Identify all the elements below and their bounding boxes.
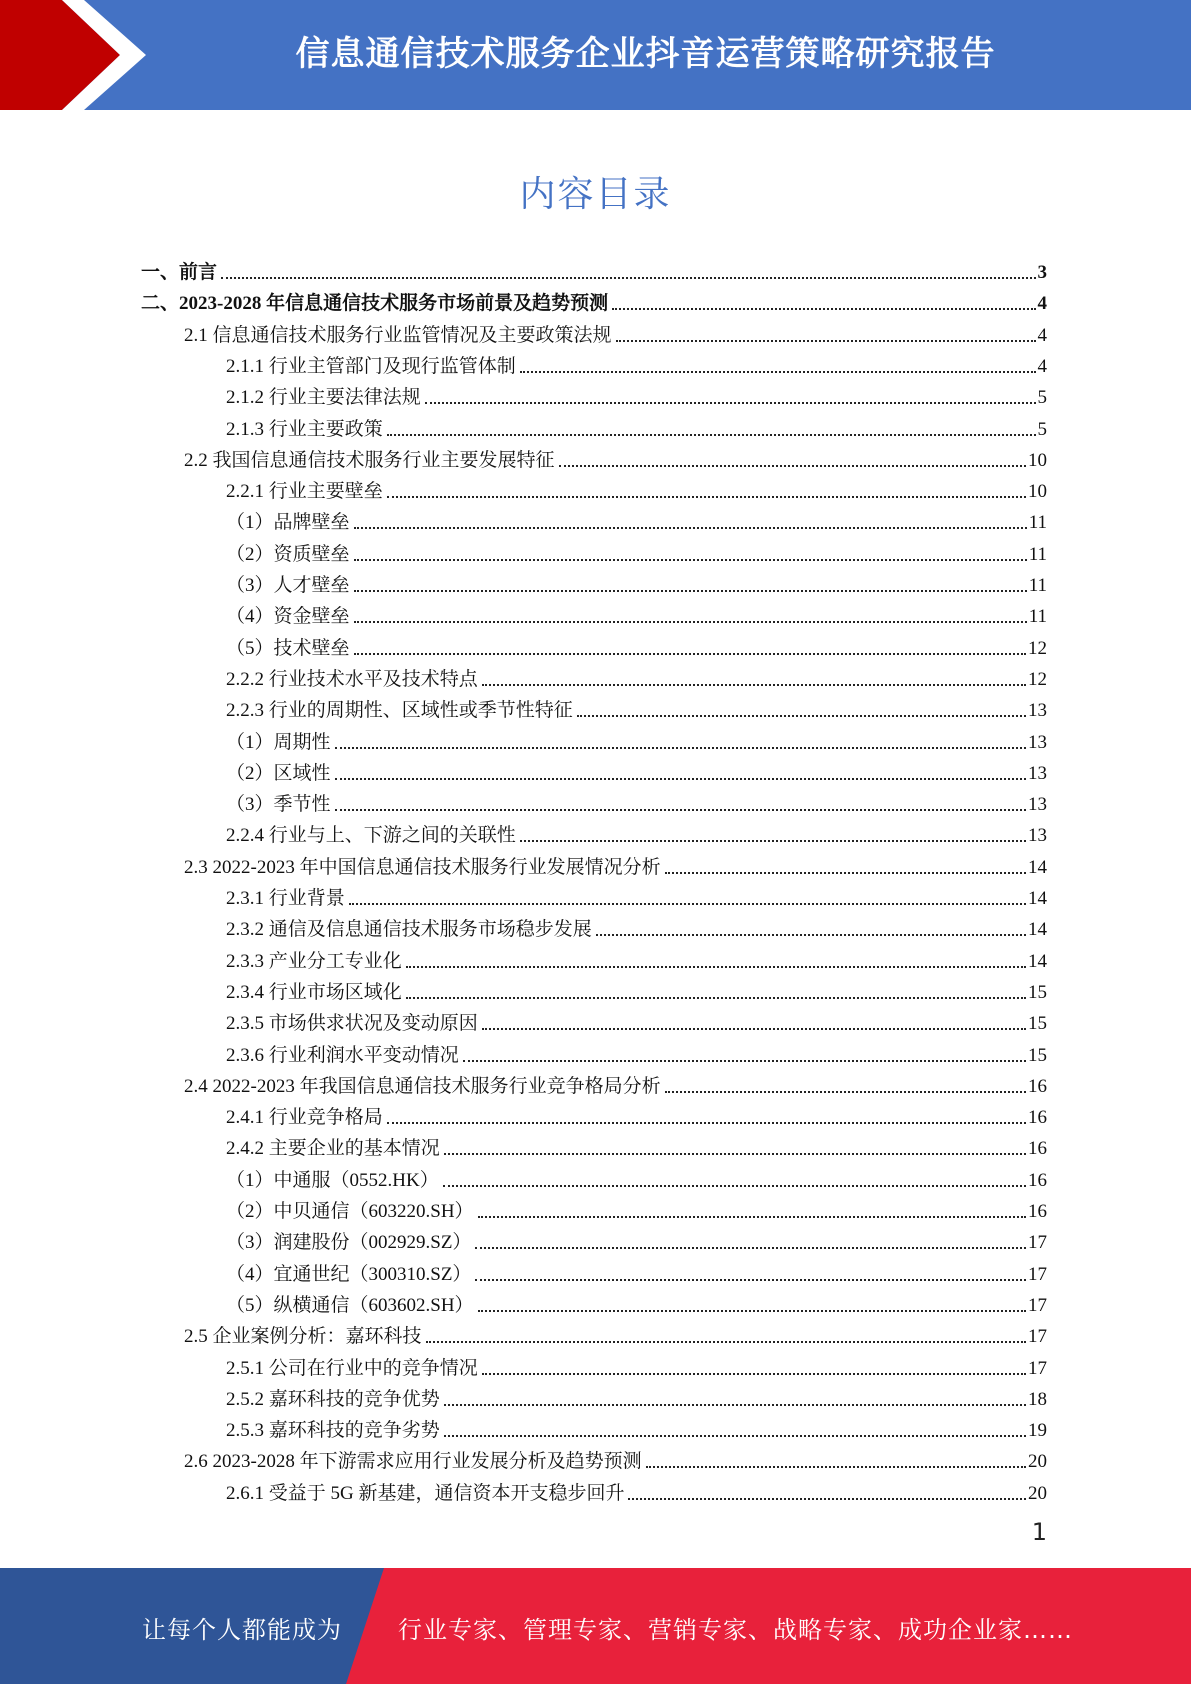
toc-entry-label: （3）季节性: [226, 794, 331, 816]
toc-dot-leader: [475, 1279, 1026, 1281]
toc-entry[interactable]: [226, 1474, 1047, 1505]
toc-dot-leader: [349, 903, 1026, 905]
toc-entry-page: 11: [1028, 543, 1047, 565]
toc-entry[interactable]: [226, 410, 1047, 441]
toc-entry-label: 2.4.2 主要企业的基本情况: [226, 1138, 440, 1160]
toc-entry-label: 2.1.3 行业主要政策: [226, 418, 383, 440]
toc-entry-label: 2.3.2 通信及信息通信技术服务市场稳步发展: [226, 919, 592, 941]
toc-dot-leader: [463, 1060, 1026, 1062]
toc-dot-leader: [387, 1122, 1026, 1124]
toc-entry-label: 2.3.3 产业分工专业化: [226, 950, 402, 972]
toc-entry-page: 16: [1028, 1201, 1047, 1222]
toc-entry-page: 11: [1028, 575, 1047, 596]
toc-entry-page: 14: [1028, 950, 1047, 972]
toc-dot-leader: [596, 934, 1026, 936]
toc-dot-leader: [221, 277, 1035, 279]
toc-entry-page: 4: [1037, 324, 1047, 346]
toc-entry-page: 13: [1028, 700, 1047, 722]
toc-entry-label: （3）人才壁垒: [226, 575, 350, 596]
toc-dot-leader: [426, 1341, 1026, 1343]
toc-entry[interactable]: [226, 942, 1047, 973]
toc-dot-leader: [646, 1466, 1026, 1468]
toc-entry-label: 二、2023-2028 年信息通信技术服务市场前景及趋势预测: [141, 293, 609, 315]
toc-entry-page: 15: [1028, 1013, 1047, 1035]
toc-entry[interactable]: [226, 1004, 1047, 1035]
toc-entry-label: （2）区域性: [226, 762, 331, 784]
toc-entry-label: 2.1 信息通信技术服务行业监管情况及主要政策法规: [184, 324, 612, 346]
toc-entry-label: 2.3.6 行业利润水平变动情况: [226, 1044, 459, 1066]
toc-entry[interactable]: [226, 472, 1047, 503]
toc-entry-label: 2.2.1 行业主要壁垒: [226, 481, 383, 503]
toc-dot-leader: [520, 371, 1036, 373]
toc-dot-leader: [387, 434, 1036, 436]
page-footer: [0, 1568, 1191, 1684]
toc-dot-leader: [335, 809, 1026, 811]
toc-entry[interactable]: [226, 347, 1047, 378]
toc-entry[interactable]: [226, 566, 1047, 597]
footer-slogan-right: 行业专家、管理专家、营销专家、战略专家、成功企业家……: [398, 1616, 1073, 1644]
toc-entry-page: 15: [1028, 981, 1047, 1003]
toc-entry-label: 2.5 企业案例分析：嘉环科技: [184, 1326, 422, 1348]
toc-entry[interactable]: [226, 910, 1047, 941]
toc-entry-page: 17: [1028, 1294, 1047, 1316]
toc-entry-label: 2.1.1 行业主管部门及现行监管体制: [226, 355, 516, 377]
toc-entry-page: 11: [1028, 606, 1047, 628]
toc-dot-leader: [559, 465, 1026, 467]
toc-entry[interactable]: [226, 1286, 1047, 1317]
toc-entry[interactable]: [184, 1317, 1047, 1348]
toc-entry-label: 2.6.1 受益于 5G 新基建，通信资本开支稳步回升: [226, 1482, 625, 1504]
toc-entry-page: 17: [1028, 1232, 1047, 1254]
toc-entry[interactable]: [226, 1161, 1047, 1192]
toc-entry-page: 10: [1028, 449, 1047, 471]
toc-dot-leader: [577, 715, 1026, 717]
toc-entry-label: （4）资金壁垒: [226, 606, 350, 628]
toc-entry-page: 13: [1028, 731, 1047, 753]
toc-entry-page: 13: [1028, 794, 1047, 816]
toc-dot-leader: [478, 1310, 1026, 1312]
toc-dot-leader: [444, 1404, 1026, 1406]
toc-entry-label: 2.2.4 行业与上、下游之间的关联性: [226, 825, 516, 847]
toc-entry-page: 10: [1028, 481, 1047, 503]
toc-entry-page: 5: [1037, 387, 1047, 409]
toc-dot-leader: [406, 966, 1026, 968]
toc-entry[interactable]: [226, 1129, 1047, 1160]
toc-entry[interactable]: [226, 816, 1047, 847]
toc-entry[interactable]: [226, 629, 1047, 660]
toc-entry[interactable]: [226, 503, 1047, 534]
toc-dot-leader: [482, 1028, 1026, 1030]
toc-entry-page: 19: [1028, 1420, 1047, 1442]
toc-dot-leader: [520, 840, 1026, 842]
toc-heading: 内容目录: [519, 174, 672, 215]
toc-entry-label: （4）宜通世纪（300310.SZ）: [226, 1263, 472, 1285]
toc-entry-label: 2.2.3 行业的周期性、区域性或季节性特征: [226, 700, 573, 722]
toc-entry[interactable]: [226, 754, 1047, 785]
toc-entry-page: 17: [1028, 1263, 1047, 1285]
toc-entry-label: （1）品牌壁垒: [226, 512, 350, 534]
toc-entry[interactable]: [226, 1349, 1047, 1380]
toc-entry-page: 18: [1028, 1388, 1047, 1410]
toc-entry[interactable]: [141, 253, 1047, 284]
footer-slogan-left: 让每个人都能成为: [142, 1616, 342, 1644]
toc-dot-leader: [628, 1498, 1026, 1500]
toc-entry[interactable]: [226, 973, 1047, 1004]
toc-entry-page: 16: [1028, 1138, 1047, 1160]
toc-dot-leader: [612, 308, 1035, 310]
toc-entry-label: 2.5.3 嘉环科技的竞争劣势: [226, 1420, 440, 1442]
toc-entry-label: （3）润建股份（002929.SZ）: [226, 1232, 472, 1254]
toc-entry-label: 2.3.4 行业市场区域化: [226, 981, 402, 1003]
toc-entry-label: 2.6 2023-2028 年下游需求应用行业发展分析及趋势预测: [184, 1451, 642, 1473]
toc-dot-leader: [354, 590, 1027, 592]
toc-dot-leader: [335, 778, 1026, 780]
toc-entry[interactable]: [226, 1411, 1047, 1442]
toc-entry[interactable]: [226, 378, 1047, 409]
toc-entry-label: 2.2.2 行业技术水平及技术特点: [226, 668, 478, 690]
toc-dot-leader: [665, 872, 1026, 874]
toc-dot-leader: [482, 684, 1026, 686]
toc-entry-page: 13: [1028, 825, 1047, 847]
page-number: 1: [1031, 1518, 1047, 1546]
toc-entry[interactable]: [226, 1192, 1047, 1223]
toc-entry[interactable]: [226, 1036, 1047, 1067]
toc-dot-leader: [425, 402, 1036, 404]
toc-entry-page: 12: [1028, 637, 1047, 659]
toc-entry-page: 13: [1028, 762, 1047, 784]
toc-dot-leader: [443, 1185, 1026, 1187]
toc-entry[interactable]: [226, 879, 1047, 910]
toc-entry[interactable]: [184, 1442, 1047, 1473]
toc-entry[interactable]: [226, 691, 1047, 722]
toc-dot-leader: [616, 340, 1036, 342]
toc-entry-label: （2）资质壁垒: [226, 543, 350, 565]
toc-entry-page: 14: [1028, 856, 1047, 878]
toc-entry-page: 14: [1028, 888, 1047, 909]
toc-entry[interactable]: [226, 1098, 1047, 1129]
toc-dot-leader: [354, 527, 1027, 529]
toc-entry-label: 2.4 2022-2023 年我国信息通信技术服务行业竞争格局分析: [184, 1075, 661, 1097]
toc-entry-page: 5: [1037, 418, 1047, 440]
toc-entry-page: 4: [1037, 355, 1047, 377]
toc-entry-page: 17: [1028, 1326, 1047, 1348]
toc-entry[interactable]: [184, 1067, 1047, 1098]
toc-entry-page: 20: [1028, 1451, 1047, 1473]
toc-dot-leader: [406, 997, 1026, 999]
page-header: [0, 0, 1191, 110]
toc-entry-label: （5）纵横通信（603602.SH）: [226, 1294, 474, 1316]
header-arrow-decoration: [0, 0, 150, 110]
toc-entry-page: 4: [1037, 293, 1047, 315]
toc-entry[interactable]: [141, 284, 1047, 315]
toc-entry-page: 14: [1028, 919, 1047, 941]
toc-entry[interactable]: [226, 723, 1047, 754]
toc-entry-page: 15: [1028, 1044, 1047, 1066]
toc-entry-label: 一、前言: [141, 262, 218, 283]
toc-entry-page: 20: [1028, 1482, 1047, 1504]
toc-entry-label: 2.2 我国信息通信技术服务行业主要发展特征: [184, 449, 555, 471]
toc-entry-label: 2.3 2022-2023 年中国信息通信技术服务行业发展情况分析: [184, 856, 661, 878]
toc-entry[interactable]: [184, 441, 1047, 472]
toc-dot-leader: [444, 1435, 1026, 1437]
toc-entry-label: 2.4.1 行业竞争格局: [226, 1107, 383, 1129]
toc-entry-label: （1）中通服（0552.HK）: [226, 1169, 439, 1191]
toc-entry-label: 2.3.1 行业背景: [226, 888, 345, 909]
report-title: 信息通信技术服务企业抖音运营策略研究报告: [295, 34, 996, 74]
toc-entry-page: 16: [1028, 1107, 1047, 1129]
toc-dot-leader: [354, 559, 1027, 561]
toc-dot-leader: [444, 1153, 1026, 1155]
toc-entry-label: （1）周期性: [226, 731, 331, 753]
toc-entry-label: 2.5.1 公司在行业中的竞争情况: [226, 1357, 478, 1379]
toc-entry[interactable]: [226, 535, 1047, 566]
toc-dot-leader: [478, 1216, 1026, 1218]
toc-entry[interactable]: [184, 316, 1047, 347]
toc-entry[interactable]: [226, 1223, 1047, 1254]
toc-entry-page: 16: [1028, 1075, 1047, 1097]
toc-entry-label: 2.3.5 市场供求状况及变动原因: [226, 1013, 478, 1035]
toc-entry[interactable]: [226, 597, 1047, 628]
toc-entry-page: 16: [1028, 1169, 1047, 1191]
toc-entry-label: 2.5.2 嘉环科技的竞争优势: [226, 1388, 440, 1410]
toc-dot-leader: [354, 621, 1027, 623]
toc-dot-leader: [387, 496, 1026, 498]
toc-entry[interactable]: [226, 660, 1047, 691]
toc-entry[interactable]: [226, 1255, 1047, 1286]
toc-entry-label: （5）技术壁垒: [226, 637, 350, 659]
toc-entry[interactable]: [184, 848, 1047, 879]
toc-dot-leader: [665, 1091, 1026, 1093]
toc-entry[interactable]: [226, 785, 1047, 816]
toc-entry-page: 11: [1028, 512, 1047, 534]
toc-dot-leader: [354, 653, 1026, 655]
toc-entry-page: 17: [1028, 1357, 1047, 1379]
toc-dot-leader: [475, 1247, 1026, 1249]
toc-entry-page: 3: [1037, 262, 1047, 283]
toc-entry-label: （2）中贝通信（603220.SH）: [226, 1201, 474, 1222]
toc-dot-leader: [482, 1373, 1026, 1375]
toc-entry[interactable]: [226, 1380, 1047, 1411]
toc-dot-leader: [335, 747, 1026, 749]
toc-entry-label: 2.1.2 行业主要法律法规: [226, 387, 421, 409]
toc-entry-page: 12: [1028, 668, 1047, 690]
